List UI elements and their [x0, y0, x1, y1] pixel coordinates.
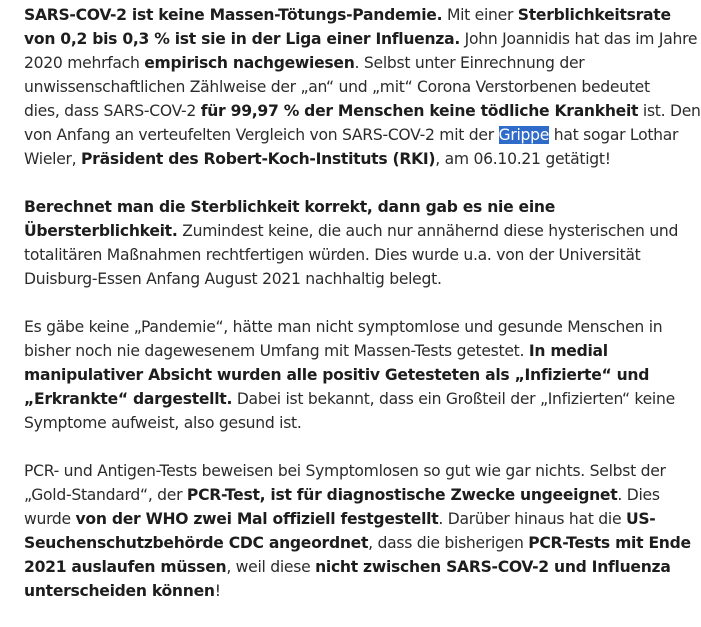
text-run: hat sogar Lothar	[549, 126, 679, 144]
text-line	[24, 27, 698, 51]
text-run: Es gäbe keine „Pandemie“, hätte man nicht symptomlose und gesunde Menschen in	[24, 318, 663, 336]
text-line	[24, 51, 672, 75]
text-line	[24, 411, 672, 435]
text-run: 2020 mehrfach	[24, 54, 145, 72]
text-run: . Dies	[617, 486, 660, 504]
text-run: Mit einer	[442, 6, 518, 24]
paragraph	[24, 195, 679, 291]
text-line	[24, 363, 672, 387]
bold-text: SARS-COV-2 ist keine Massen-Tötungs-Pandemie.	[24, 6, 443, 24]
text-run: unwissenschaftlichen Zählweise der „an“ und „mit“ Corona Verstorbenen bedeutet	[24, 78, 650, 96]
text-line	[24, 123, 679, 147]
paragraph	[24, 459, 691, 603]
bold-text: unterscheiden können	[24, 582, 215, 600]
bold-text: für 99,97 % der Menschen keine tödliche Krankheit	[200, 102, 639, 120]
text-line	[24, 387, 675, 411]
bold-text: Seuchenschutzbehörde CDC angeordnet	[24, 534, 369, 552]
text-line	[24, 579, 672, 603]
text-run: wurde	[24, 510, 76, 528]
text-line	[24, 219, 679, 243]
text-run: . Selbst unter Einrechnung der	[354, 54, 585, 72]
text-run: . Darüber hinaus hat die	[438, 510, 626, 528]
text-run: !	[214, 582, 221, 600]
bold-text: Übersterblichkeit.	[24, 222, 178, 240]
text-run: PCR- und Antigen-Tests beweisen bei Symptomlosen so gut wie gar nichts. Selbst der	[24, 462, 666, 480]
text-line	[24, 531, 691, 555]
text-run: ist. Den	[638, 102, 701, 120]
text-run: Wieler,	[24, 150, 82, 168]
bold-text: In medial	[528, 342, 608, 360]
text-run: „Gold-Standard“, der	[24, 486, 187, 504]
bold-text: Berechnet man die Sterblichkeit korrekt, dann gab es nie eine	[24, 198, 556, 216]
text-run: , am 06.10.21 getätigt!	[435, 150, 611, 168]
text-line	[24, 99, 701, 123]
bold-text: empirisch nachgewiesen	[144, 54, 355, 72]
article-body	[24, 3, 701, 627]
text-line	[24, 459, 672, 483]
text-run: Symptome aufweist, also gesund ist.	[24, 414, 302, 432]
text-line	[24, 147, 672, 171]
paragraph	[24, 3, 701, 171]
bold-text: von der WHO zwei Mal offiziell festgestellt	[75, 510, 439, 528]
text-run: Duisburg-Essen Anfang August 2021 nachhaltig belegt.	[24, 270, 442, 288]
text-run: dies, dass SARS-COV-2	[24, 102, 201, 120]
text-run: totalitären Maßnahmen rechtfertigen würden. Dies wurde u.a. von der Universität	[24, 246, 641, 264]
text-run: Zumindest keine, die auch nur annähernd diese hysterischen und	[177, 222, 679, 240]
text-line	[24, 315, 672, 339]
text-line	[24, 75, 672, 99]
bold-text: „Erkrankte“ dargestellt.	[24, 390, 233, 408]
text-line	[24, 339, 672, 363]
text-line	[24, 555, 672, 579]
text-run: , weil diese	[226, 558, 316, 576]
text-line	[24, 267, 672, 291]
text-run: John Joannidis hat das im Jahre	[460, 30, 698, 48]
bold-text: Präsident des Robert-Koch-Instituts (RKI)	[81, 150, 436, 168]
paragraph	[24, 315, 675, 435]
bold-text: Sterblichkeitsrate	[517, 6, 671, 24]
text-run: Dabei ist bekannt, dass ein Großteil der „Infizierten“ keine	[232, 390, 675, 408]
bold-text: von 0,2 bis 0,3 % ist sie in der Liga einer Influenza.	[24, 30, 460, 48]
text-run: , dass die bisherigen	[368, 534, 529, 552]
text-run: von Anfang an verteufelten Vergleich von SARS-COV-2 mit der	[24, 126, 499, 144]
bold-text: nicht zwischen SARS-COV-2 und Influenza	[315, 558, 671, 576]
text-line	[24, 507, 672, 531]
text-line	[24, 3, 672, 27]
text-line	[24, 195, 672, 219]
selected-text-highlight[interactable]: Grippe	[498, 126, 550, 144]
bold-text: 2021 auslaufen müssen	[24, 558, 227, 576]
bold-text: PCR-Tests mit Ende	[528, 534, 691, 552]
text-line	[24, 483, 672, 507]
bold-text: PCR-Test, ist für diagnostische Zwecke ungeeignet	[186, 486, 618, 504]
bold-text: manipulativer Absicht wurden alle positiv Getesteten als „Infizierte“ und	[24, 366, 650, 384]
text-line	[24, 243, 672, 267]
text-run: bisher noch nie dagewesenem Umfang mit Massen-Tests getestet.	[24, 342, 529, 360]
bold-text: US-	[625, 510, 656, 528]
